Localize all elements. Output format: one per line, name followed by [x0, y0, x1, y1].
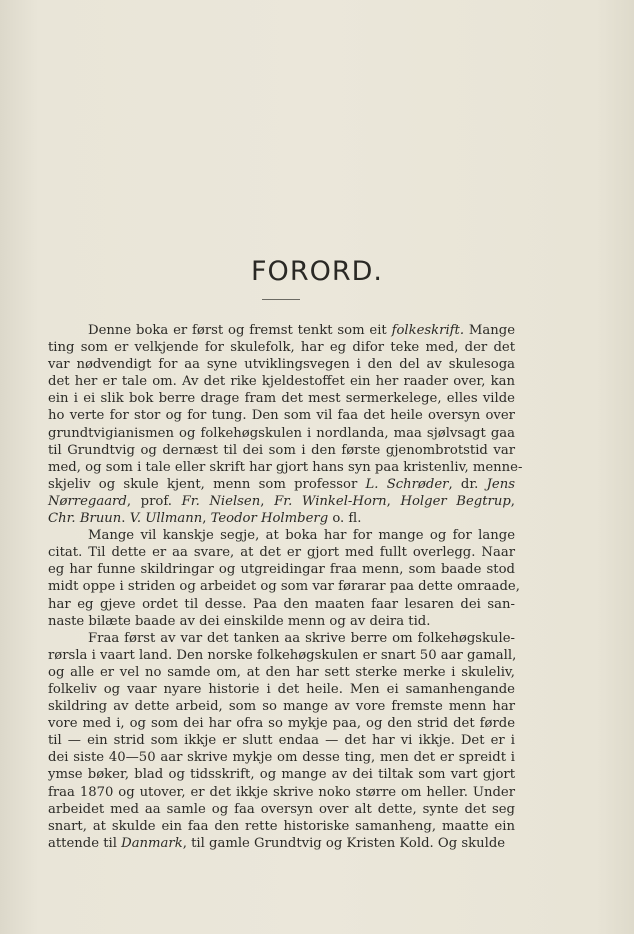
- text-line: [48, 459, 523, 476]
- italic-text: Fr. Nielsen: [181, 493, 261, 509]
- text-run: , prof.: [126, 493, 182, 509]
- paragraph: [48, 527, 520, 630]
- text-line: [48, 425, 515, 442]
- text-run: ein i ei slik bok berre drage fram det mest sermerkelege, elles vilde: [48, 391, 515, 407]
- text-line: [48, 493, 515, 510]
- text-run: det her er tale om. Av det rike kjeldestoffet ein her raader over, kan: [48, 374, 515, 390]
- text-line: [48, 715, 515, 732]
- paragraph: [48, 322, 523, 527]
- text-line: [48, 373, 515, 390]
- text-line: [48, 476, 515, 493]
- text-line: [48, 766, 515, 783]
- text-run: Denne boka er først og fremst tenkt som eit: [88, 323, 392, 338]
- text-line: [48, 835, 515, 852]
- text-run: o. fl.: [328, 511, 362, 527]
- text-run: skildring av dette arbeid, som so mange av vore fremste menn har: [48, 699, 515, 715]
- text-run: ,: [202, 511, 211, 527]
- text-run: til — ein strid som ikkje er slutt endaa — det har vi ikkje. Det er i: [48, 733, 515, 749]
- text-line: [48, 613, 515, 630]
- text-line: [48, 647, 515, 664]
- title-divider: [262, 299, 300, 300]
- text-line: [48, 801, 515, 818]
- italic-text: Holger Begtrup: [400, 493, 511, 509]
- text-run: snart, at skulde ein faa den rette historiske samanheng, maatte ein: [48, 818, 515, 834]
- text-line: [48, 818, 515, 835]
- italic-text: Fr. Winkel-Horn: [274, 493, 387, 509]
- text-run: , til gamle Grundtvig og Kristen Kold. Og skulde: [182, 835, 506, 851]
- text-line: [48, 561, 515, 578]
- text-line: [48, 544, 515, 561]
- text-run: har eg gjeve ordet til desse. Paa den maaten faar lesaren dei san-: [48, 596, 515, 612]
- text-run: med, og som i tale eller skrift har gjort hans syn paa kristenliv, menne-: [48, 459, 523, 475]
- italic-text: Nørregaard: [48, 493, 127, 509]
- text-line: [48, 732, 515, 749]
- text-run: vore med i, og som dei har ofra so mykje paa, og den strid det førde: [48, 716, 515, 732]
- italic-text: Chr. Bruun: [48, 511, 122, 527]
- italic-text: Jens: [486, 476, 515, 492]
- text-run: ,: [510, 493, 515, 509]
- text-run: ting som er velkjende for skulefolk, har eg difor teke med, der det: [48, 340, 515, 356]
- preface-text: [48, 322, 523, 852]
- page-title: FORORD.: [251, 256, 383, 287]
- text-run: folkeliv og vaar nyare historie i det heile. Men ei samanhengande: [48, 681, 515, 697]
- text-run: rørsla i vaart land. Den norske folkehøgskulen er snart 50 aar gamall,: [48, 647, 517, 663]
- text-run: og alle er vel no samde om, at den har sett sterke merke i skuleliv,: [48, 664, 515, 680]
- text-run: grundtvigianismen og folkehøgskulen i nordlanda, maa sjølvsagt gaa: [48, 425, 515, 441]
- text-line: [48, 664, 515, 681]
- text-run: attende til: [48, 835, 122, 851]
- text-line: [48, 407, 515, 424]
- text-line: [48, 390, 515, 407]
- italic-text: folkeskrift.: [391, 323, 465, 338]
- text-line: [48, 339, 515, 356]
- text-run: citat. Til dette er aa svare, at det er gjort med fullt overlegg. Naar: [48, 545, 515, 561]
- text-run: naste bilæte baade av dei einskilde menn og av deira tid.: [48, 613, 431, 629]
- text-line: [48, 784, 515, 801]
- italic-text: Teodor Holmberg: [210, 511, 329, 527]
- text-line: [48, 630, 515, 647]
- text-run: til Grundtvig og dernæst til dei som i den første gjenombrotstid var: [48, 442, 515, 458]
- text-run: midt oppe i striden og arbeidet og som var førarar paa dette omraade,: [48, 579, 520, 595]
- text-run: arbeidet med aa samle og faa oversyn over alt dette, synte det seg: [48, 801, 515, 817]
- text-run: .: [121, 511, 130, 527]
- text-line: [48, 578, 520, 595]
- italic-text: V. Ullmann: [129, 511, 203, 527]
- text-run: Mange: [464, 323, 515, 338]
- paragraph: [48, 630, 515, 852]
- italic-text: L. Schrøder: [365, 476, 449, 492]
- text-line: [48, 510, 515, 527]
- text-line: [48, 681, 515, 698]
- text-run: skjeliv og skule kjent, menn som professor: [48, 476, 366, 492]
- text-line: [48, 322, 515, 339]
- text-line: [48, 527, 515, 544]
- text-run: var nødvendigt for aa syne utviklingsvegen i den del av skulesoga: [48, 357, 515, 373]
- text-run: fraa 1870 og utover, er det ikkje skrive noko større om heller. Under: [48, 784, 515, 800]
- text-run: ,: [386, 493, 401, 509]
- text-run: dei siste 40—50 aar skrive mykje om desse ting, men det er spreidt i: [48, 750, 515, 766]
- text-line: [48, 596, 515, 613]
- text-run: , dr.: [448, 476, 487, 492]
- text-run: eg har funne skildringar og utgreidingar fraa menn, som baade stod: [48, 562, 515, 578]
- text-run: ho verte for stor og for tung. Den som vil faa det heile oversyn over: [48, 408, 515, 424]
- text-run: ,: [260, 493, 275, 509]
- text-run: Mange vil kanskje segje, at boka har for mange og for lange: [88, 528, 515, 544]
- text-line: [48, 356, 515, 373]
- text-line: [48, 749, 515, 766]
- italic-text: Danmark: [121, 835, 183, 851]
- text-run: Fraa først av var det tanken aa skrive berre om folkehøgskule-: [88, 630, 515, 646]
- text-line: [48, 698, 515, 715]
- text-line: [48, 442, 515, 459]
- text-run: ymse bøker, blad og tidsskrift, og mange av dei tiltak som vart gjort: [48, 767, 515, 783]
